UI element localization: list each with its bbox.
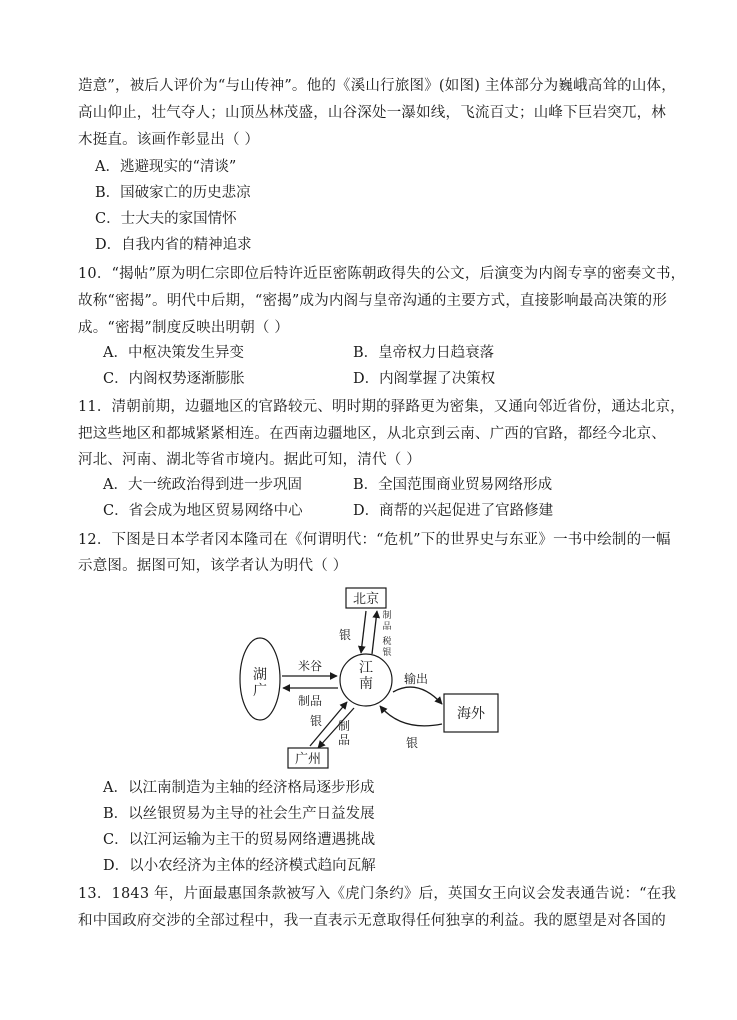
- q11-option-d[interactable]: D．商帮的兴起促进了官路修建: [353, 503, 554, 519]
- label-shuiyin: 税银: [382, 637, 392, 658]
- q12-option-d[interactable]: D．以小农经济为主体的经济模式趋向瓦解: [103, 858, 376, 874]
- label-zhipin-guangzhou: 制品: [337, 719, 351, 747]
- q9-option-d[interactable]: D．自我内省的精神追求: [95, 237, 252, 253]
- arrow-jiangnan-to-beijing: [372, 611, 377, 654]
- q10-line-3: 成。“密揭”制度反映出明朝（ ）: [78, 320, 290, 336]
- q13-line-1: 13．1843 年，片面最惠国条款被写入《虎门条约》后，英国女王向议会发表通告说：“在我: [78, 886, 677, 902]
- q11-line-2: 把这些地区和都城紧紧相连。在西南边疆地区，从北京到云南、广西的官路，都经今北京、: [78, 426, 666, 442]
- q9-line-3: 木挺直。该画作彰显出（ ）: [78, 132, 260, 148]
- label-yin-haiwai: 银: [405, 736, 419, 750]
- label-zhipin-beijing: 制品: [382, 611, 392, 632]
- haiwai-label: 海外: [457, 706, 485, 722]
- q13-line-2: 和中国政府交涉的全部过程中，我一直表示无意取得任何独享的利益。我的愿望是对各国的: [78, 913, 666, 929]
- label-migu: 米谷: [297, 659, 323, 673]
- jiangnan-label: 江南: [359, 660, 373, 692]
- arrow-jiangnan-to-haiwai: [393, 687, 442, 704]
- beijing-label: 北京: [352, 592, 380, 607]
- label-zhipin-huguang: 制品: [297, 694, 323, 708]
- q12-line-1: 12．下图是日本学者冈本隆司在《何谓明代：“危机”下的世界史与东亚》一书中绘制的一幅: [78, 532, 671, 548]
- q11-line-3: 河北、河南、湖北等省市境内。据此可知，清代（ ）: [78, 452, 421, 468]
- q10-option-d[interactable]: D．内阁掌握了决策权: [353, 371, 496, 387]
- arrow-haiwai-to-jiangnan: [380, 706, 442, 726]
- label-yin-beijing: 银: [338, 628, 352, 642]
- q9-line-1: 造意”，被后人评价为“与山传神”。他的《溪山行旅图》(如图) 主体部分为巍峨高耸的山体，: [78, 78, 676, 94]
- q11-option-c[interactable]: C．省会成为地区贸易网络中心: [103, 503, 303, 519]
- q9-option-b[interactable]: B．国破家亡的历史悲凉: [95, 185, 251, 201]
- huguang-label-1: 湖广: [253, 667, 267, 699]
- label-shuchu: 输出: [403, 672, 429, 686]
- q12-line-2: 示意图。据图可知，该学者认为明代（ ）: [78, 558, 348, 574]
- q12-option-b[interactable]: B．以丝银贸易为主导的社会生产日益发展: [103, 806, 375, 822]
- q9-option-c[interactable]: C．士大夫的家国情怀: [95, 211, 237, 227]
- q10-line-2: 故称“密揭”。明代中后期，“密揭”成为内阁与皇帝沟通的主要方式，直接影响最高决策的形: [78, 293, 668, 309]
- guangzhou-label: 广州: [294, 752, 322, 767]
- q10-option-b[interactable]: B．皇帝权力日趋衰落: [353, 345, 495, 361]
- q10-option-c[interactable]: C．内阁权势逐渐膨胀: [103, 371, 245, 387]
- q9-line-2: 高山仰止，壮气夺人；山顶丛林茂盛，山谷深处一瀑如线，飞流百丈；山峰下巨岩突兀，林: [78, 105, 666, 121]
- label-yin-guangzhou: 银: [309, 714, 323, 728]
- q9-option-a[interactable]: A．逃避现实的“清谈”: [95, 159, 237, 175]
- q10-option-a[interactable]: A．中枢决策发生异变: [103, 345, 244, 361]
- q11-option-a[interactable]: A．大一统政治得到进一步巩固: [103, 477, 302, 493]
- arrow-beijing-to-jiangnan: [361, 611, 366, 653]
- trade-network-diagram: [230, 582, 510, 774]
- q12-option-c[interactable]: C．以江河运输为主干的贸易网络遭遇挑战: [103, 832, 376, 848]
- q11-line-1: 11．清朝前期，边疆地区的官路较元、明时期的驿路更为密集，又通向邻近省份，通达北京，: [78, 399, 685, 415]
- q12-option-a[interactable]: A．以江南制造为主轴的经济格局逐步形成: [103, 780, 375, 796]
- q11-option-b[interactable]: B．全国范围商业贸易网络形成: [353, 477, 553, 493]
- q10-line-1: 10．“揭帖”原为明仁宗即位后特许近臣密陈朝政得失的公文，后演变为内阁专享的密奏文书，: [78, 266, 686, 282]
